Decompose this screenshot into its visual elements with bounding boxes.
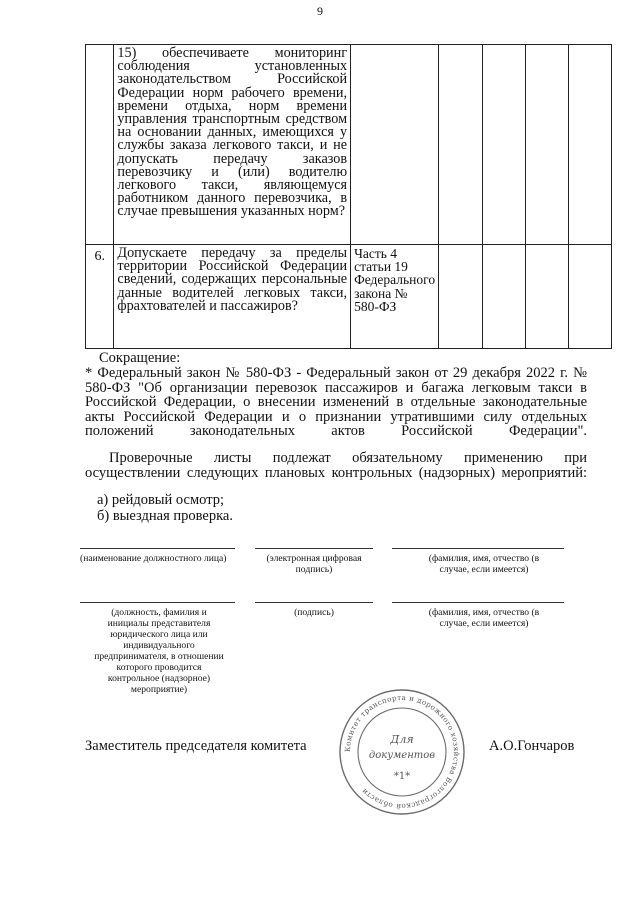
question-cell: 15) обеспечиваете мониторинг соблюдения установленных законодательством Российской Федерации норм рабочего времени, времени отдыха, норм времени управления транспортным средством на основании данных, имеющихся у службы заказа легкового такси, и не допускать передачу заказов перевозчику и (или) водителю легкового такси, являющемуся работником данного перевозчика, в случае превышения указанных норм? xyxy=(114,45,351,245)
full-name-caption: (фамилия, имя, отчество (в случае, если имеется) xyxy=(428,607,540,629)
signature-line xyxy=(392,548,564,549)
answer-na-cell xyxy=(525,245,568,349)
legal-reference-cell: Часть 4 статьи 19 Федерального закона № 580-ФЗ xyxy=(351,245,439,349)
digital-signature-caption: (электронная цифровая подпись) xyxy=(266,553,362,575)
row-number-cell xyxy=(86,45,114,245)
abbreviation-heading: Сокращение: xyxy=(99,350,181,366)
answer-yes-cell xyxy=(439,45,482,245)
answer-no-cell xyxy=(482,45,525,245)
stamp-outer-text: Комитет транспорта и дорожного хозяйства Волгоградской области xyxy=(342,692,462,812)
answer-yes-cell xyxy=(439,245,482,349)
note-cell xyxy=(568,245,611,349)
table-row xyxy=(86,245,612,349)
signer-title: Заместитель председателя комитета xyxy=(85,738,307,754)
stamp-line2: документов xyxy=(368,750,436,761)
answer-no-cell xyxy=(482,245,525,349)
signature-caption: (подпись) xyxy=(294,607,334,618)
signature-line xyxy=(255,548,373,549)
legal-reference-cell xyxy=(351,45,439,245)
row-number-cell: 6. xyxy=(86,245,114,349)
signature-line xyxy=(255,602,373,603)
signature-line xyxy=(80,602,235,603)
page-number: 9 xyxy=(317,4,323,18)
law-footnote: * Федеральный закон № 580-ФЗ - Федеральный закон от 29 декабря 2022 г. № 580-ФЗ "Об организации перевозок пассажиров и багажа легковым такси в Российской Федерации, о внесении изменений в отдельные законодательные акты Российской Федерации и о признании утратившими силу отдельных положений законодательных актов Российской Федерации". xyxy=(85,365,587,440)
signature-line xyxy=(80,548,235,549)
signature-line xyxy=(392,602,564,603)
event-type-item: а) рейдовый осмотр; xyxy=(97,492,225,508)
official-stamp xyxy=(338,688,466,816)
official-name-caption: (наименование должностного лица) xyxy=(80,553,227,564)
representative-caption: (должность, фамилия и инициалы представителя юридического лица или индивидуального предпринимателя, в отношении которого проводится контрольное (надзорное) мероприятие) xyxy=(94,607,224,695)
stamp-mark: *1* xyxy=(393,771,411,782)
signer-name: А.О.Гончаров xyxy=(489,738,575,754)
answer-na-cell xyxy=(525,45,568,245)
stamp-line1: Для xyxy=(390,733,414,746)
checklist-table xyxy=(85,44,612,349)
question-cell: Допускаете передачу за пределы территории Российской Федерации сведений, содержащих персональные данные водителей легковых такси, фрахтователей и пассажиров? xyxy=(114,245,351,349)
full-name-caption: (фамилия, имя, отчество (в случае, если имеется) xyxy=(428,553,540,575)
applicability-note: Проверочные листы подлежат обязательному применению при осуществлении следующих плановых контрольных (надзорных) мероприятий: xyxy=(85,450,587,481)
note-cell xyxy=(568,45,611,245)
table-row xyxy=(86,45,612,245)
event-type-item: б) выездная проверка. xyxy=(97,508,233,524)
